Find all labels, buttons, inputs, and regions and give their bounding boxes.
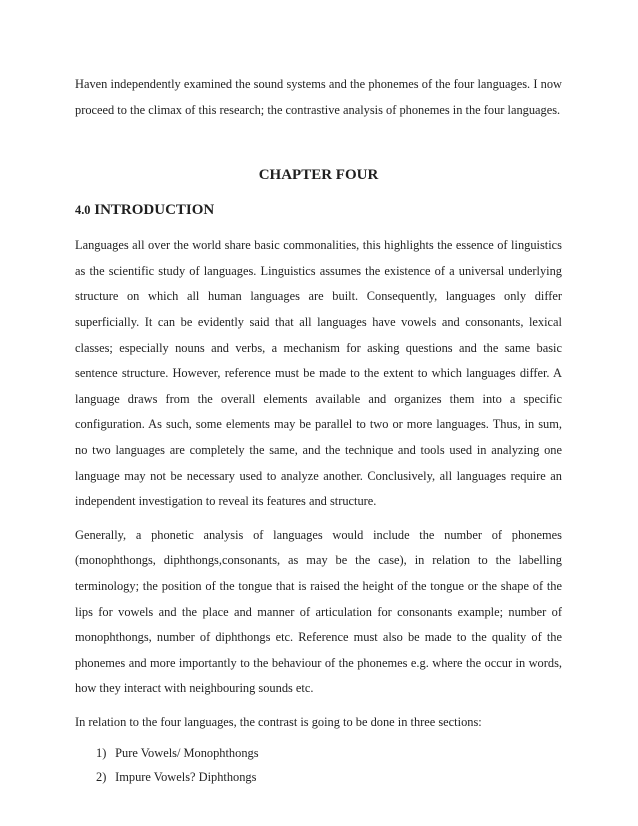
list-item-marker: 1) xyxy=(96,746,107,761)
intro-paragraph-3: In relation to the four languages, the contrast is going to be done in three sections: xyxy=(75,714,482,729)
list-item-text: Pure Vowels/ Monophthongs xyxy=(115,746,259,761)
section-title: INTRODUCTION xyxy=(94,202,215,219)
sections-list xyxy=(75,741,562,789)
list-item xyxy=(96,741,562,765)
intro-paragraph-2: Generally, a phonetic analysis of languages would include the number of phonemes (monophthongs, diphthongs,consonants, as may be the case), in relation to the labelling terminology; the position of the tongue that is raised the height of the tongue or the shape of the lips for vowels and the place and manner of articulation for consonants example; number of monophthongs, number of diphthongs etc. Reference must also be made to the quality of the phonemes and more importantly to the behaviour of the phonemes e.g. where the occur in words, how they interact with neighbouring sounds etc. xyxy=(75,527,562,696)
list-item-marker: 2) xyxy=(96,770,107,785)
section-number: 4.0 xyxy=(75,203,91,218)
section-heading xyxy=(75,200,562,220)
intro-paragraph-1: Languages all over the world share basic commonalities, this highlights the essence of linguistics as the scientific study of languages. Linguistics assumes the existence of a universal underlying structure on which all human languages are built. Consequently, languages only differ superficially. It can be evidently said that all languages have vowels and consonants, lexical classes; especially nouns and verbs, a mechanism for asking questions and the same basic sentence structure. However, reference must be made to the extent to which languages differ. A language draws from the overall elements available and organizes them into a specific configuration. As such, some elements may be parallel to two or more languages. Thus, in sum, no two languages are completely the same, and the technique and tools used in analyzing one language may not be necessary used to analyze another. Conclusively, all languages require an independent investigation to reveal its features and structure. xyxy=(75,238,562,509)
document-page xyxy=(75,72,562,789)
list-item xyxy=(96,765,562,789)
chapter-title: CHAPTER FOUR xyxy=(258,167,379,184)
list-item-text: Impure Vowels? Diphthongs xyxy=(115,770,257,785)
preface-paragraph: Haven independently examined the sound systems and the phonemes of the four languages. I now proceed to the climax of this research; the contrastive analysis of phonemes in the four languages. xyxy=(75,77,562,117)
